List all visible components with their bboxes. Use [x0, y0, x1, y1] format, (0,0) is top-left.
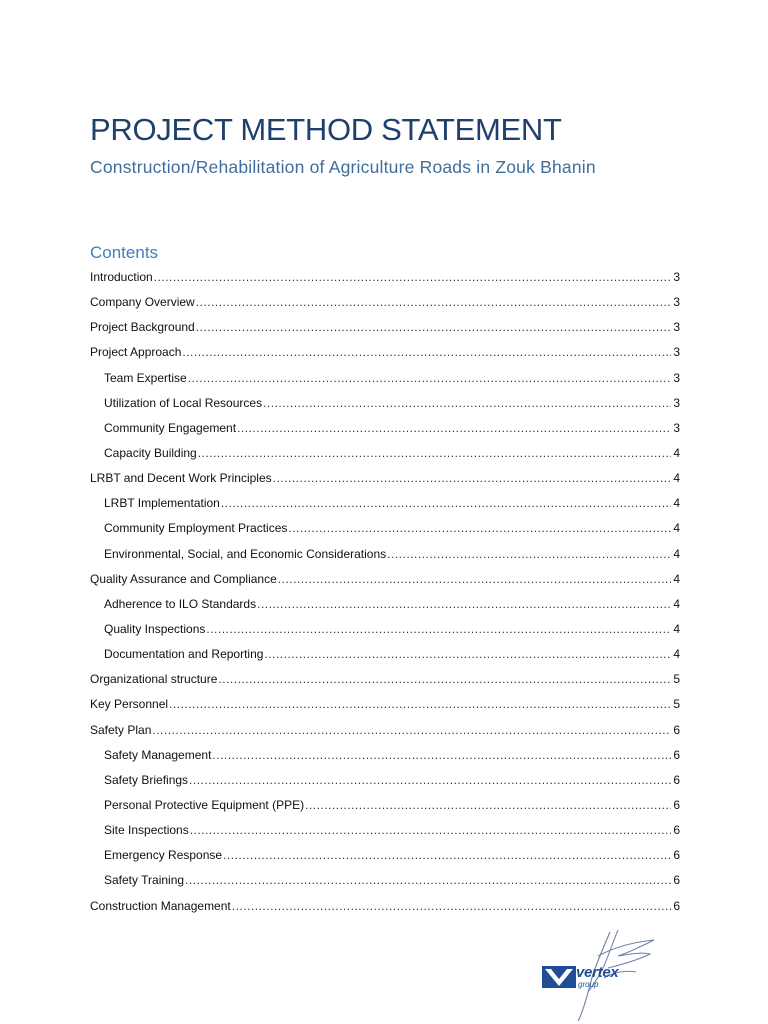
toc-entry[interactable] [90, 645, 680, 670]
toc-dot-leader [288, 519, 671, 538]
toc-entry[interactable] [90, 494, 680, 519]
toc-entry-label: Key Personnel [90, 697, 169, 712]
toc-entry[interactable] [90, 318, 680, 343]
toc-dot-leader [218, 670, 671, 689]
toc-page-number: 3 [673, 395, 680, 410]
toc-page-number: 4 [673, 471, 680, 486]
toc-entry-label: Construction Management [90, 898, 231, 913]
toc-entry[interactable] [90, 746, 680, 771]
toc-entry[interactable] [90, 796, 680, 821]
toc-entry[interactable] [90, 620, 680, 645]
toc-page-number: 6 [673, 898, 680, 913]
toc-page-number: 6 [673, 797, 680, 812]
toc-entry[interactable] [90, 369, 680, 394]
toc-entry-label: Company Overview [90, 295, 195, 310]
toc-dot-leader [305, 796, 671, 815]
toc-entry-label: Project Approach [90, 345, 182, 360]
toc-entry[interactable] [90, 871, 680, 896]
toc-dot-leader [152, 721, 671, 740]
logo-wordmark: vertex [576, 964, 619, 981]
toc-dot-leader [154, 268, 671, 287]
toc-page-number: 4 [673, 621, 680, 636]
toc-entry[interactable] [90, 897, 680, 922]
toc-entry-label: Quality Inspections [104, 621, 206, 636]
toc-page-number: 4 [673, 445, 680, 460]
company-logo [538, 926, 664, 1022]
toc-dot-leader [273, 469, 671, 488]
toc-entry-label: Utilization of Local Resources [104, 395, 263, 410]
toc-page-number: 6 [673, 772, 680, 787]
toc-dot-leader [237, 419, 671, 438]
vertex-v-logo-icon [542, 966, 578, 992]
toc-dot-leader [196, 293, 671, 312]
toc-entry[interactable] [90, 595, 680, 620]
toc-entry-label: Community Engagement [104, 420, 237, 435]
toc-page-number: 4 [673, 496, 680, 511]
toc-entry-label: Introduction [90, 270, 153, 284]
toc-entry[interactable] [90, 721, 680, 746]
toc-entry-label: Team Expertise [104, 370, 187, 385]
toc-page-number: 3 [673, 420, 680, 435]
toc-entry[interactable] [90, 469, 680, 494]
toc-entry[interactable] [90, 444, 680, 469]
toc-entry-label: Environmental, Social, and Economic Considerations [104, 546, 387, 561]
toc-page-number: 5 [673, 672, 680, 687]
toc-entry[interactable] [90, 570, 680, 595]
toc-entry-label: LRBT and Decent Work Principles [90, 471, 272, 486]
toc-page-number: 6 [673, 848, 680, 863]
toc-page-number: 4 [673, 596, 680, 611]
toc-dot-leader [189, 771, 671, 790]
toc-entry[interactable] [90, 771, 680, 796]
toc-entry[interactable] [90, 419, 680, 444]
toc-dot-leader [196, 318, 671, 337]
toc-entry-label: Adherence to ILO Standards [104, 596, 257, 611]
toc-entry[interactable] [90, 268, 680, 293]
toc-entry[interactable] [90, 293, 680, 318]
toc-entry-label: Capacity Building [104, 445, 197, 460]
toc-entry-label: LRBT Implementation [104, 496, 220, 511]
toc-page-number: 6 [673, 873, 680, 888]
toc-page-number: 6 [673, 747, 680, 762]
toc-dot-leader [232, 897, 671, 916]
toc-page-number: 3 [673, 320, 680, 335]
toc-dot-leader [212, 746, 671, 765]
toc-page-number: 4 [673, 521, 680, 536]
toc-dot-leader [387, 545, 671, 564]
toc-dot-leader [263, 394, 671, 413]
toc-page-number: 4 [673, 546, 680, 561]
toc-page-number: 4 [673, 571, 680, 586]
toc-entry-label: Organizational structure [90, 672, 218, 687]
toc-entry-label: Safety Plan [90, 722, 152, 737]
toc-dot-leader [185, 871, 671, 890]
toc-entry[interactable] [90, 695, 680, 720]
toc-dot-leader [223, 846, 671, 865]
toc-entry[interactable] [90, 846, 680, 871]
toc-dot-leader [190, 821, 671, 840]
toc-entry[interactable] [90, 670, 680, 695]
toc-entry[interactable] [90, 545, 680, 570]
toc-entry-label: Quality Assurance and Compliance [90, 571, 277, 586]
toc-page-number: 5 [673, 697, 680, 712]
toc-entry[interactable] [90, 821, 680, 846]
toc-dot-leader [221, 494, 671, 513]
contents-heading: Contents [90, 243, 159, 262]
toc-entry-label: Site Inspections [104, 823, 189, 838]
toc-entry-label: Community Employment Practices [104, 521, 288, 536]
document-title: PROJECT METHOD STATEMENT [90, 112, 562, 147]
toc-dot-leader [278, 570, 671, 589]
toc-entry[interactable] [90, 394, 680, 419]
logo-tagline: group [578, 980, 599, 989]
toc-dot-leader [198, 444, 671, 463]
toc-entry-label: Project Background [90, 320, 195, 335]
toc-page-number: 3 [673, 345, 680, 360]
toc-entry[interactable] [90, 343, 680, 368]
toc-entry-label: Emergency Response [104, 848, 223, 863]
toc-page-number: 6 [673, 722, 680, 737]
toc-entry-label: Safety Briefings [104, 772, 189, 787]
toc-dot-leader [169, 695, 671, 714]
toc-entry-label: Safety Management [104, 747, 212, 762]
toc-entry-label: Documentation and Reporting [104, 647, 264, 662]
toc-page-number: 6 [673, 823, 680, 838]
document-subtitle: Construction/Rehabilitation of Agriculture Roads in Zouk Bhanin [90, 157, 596, 177]
toc-page-number: 3 [673, 370, 680, 385]
toc-page-number: 4 [673, 647, 680, 662]
toc-dot-leader [257, 595, 671, 614]
table-of-contents [90, 268, 680, 922]
toc-entry[interactable] [90, 519, 680, 544]
toc-dot-leader [206, 620, 671, 639]
toc-dot-leader [188, 369, 671, 388]
toc-dot-leader [182, 343, 671, 362]
toc-dot-leader [264, 645, 671, 664]
toc-page-number: 3 [673, 270, 680, 284]
toc-page-number: 3 [673, 295, 680, 310]
toc-entry-label: Safety Training [104, 873, 185, 888]
toc-entry-label: Personal Protective Equipment (PPE) [104, 797, 305, 812]
